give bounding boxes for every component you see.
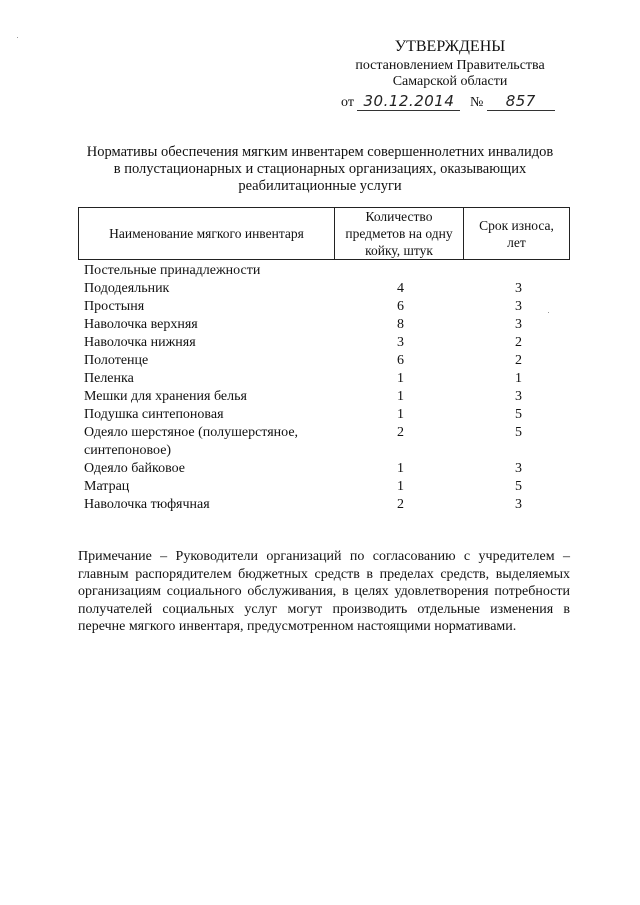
table-row [84,334,574,352]
item-quantity: 1 [397,407,404,422]
table-row [84,478,574,496]
table-row [84,370,574,388]
table-row [84,460,574,478]
item-wear-term: 5 [515,479,522,494]
item-quantity: 1 [397,389,404,404]
item-name: Матрац [84,479,130,494]
table-row [84,406,574,424]
section-label: Постельные принадлежности [84,263,261,278]
heading-line-2: в полустационарных и стационарных организациях, оказывающих [113,161,527,177]
approval-block [330,38,570,90]
header-quantity-text: Количество предметов на одну койку, штук [345,209,453,258]
item-quantity: 2 [397,425,404,440]
item-wear-term: 3 [515,299,522,314]
item-name: Пеленка [84,371,134,386]
item-wear-term: 1 [515,371,522,386]
header-wear-term [464,208,569,259]
header-item-name: Наименование мягкого инвентаря [79,208,335,259]
item-name: Одеяло байковое [84,461,186,476]
item-quantity: 6 [397,299,404,314]
note-paragraph: Примечание – Руководители организаций по согласованию с учредителем – главным распорядителем бюджетных средств в пределах средств, выделяемых организациям социального обслуживания, в целях удовлетворения потребности получателей социальных услуг могут производить отдельные изменения в перечне мягкого инвентаря, предусмотренном настоящими нормативами. [78,549,570,635]
scan-speck [17,37,18,38]
heading-line-1: Нормативы обеспечения мягким инвентарем совершеннолетних инвалидов [86,144,554,160]
item-quantity: 8 [397,317,404,332]
date-prefix: от [341,95,354,110]
scan-speck [548,312,549,313]
approval-line-1: постановлением Правительства [355,58,545,73]
number-prefix: № [469,95,484,110]
table-row [84,496,574,514]
item-name: Пододеяльник [84,281,170,296]
item-name: Наволочка тюфячная [84,497,210,512]
item-name: Простыня [84,299,145,314]
table-header [78,207,570,260]
handwritten-date: 30.12.2014 [357,92,460,111]
item-quantity: 6 [397,353,404,368]
table-section-row [84,262,574,280]
table-row [84,352,574,370]
item-quantity: 2 [397,497,404,512]
item-wear-term: 3 [515,389,522,404]
item-name: Полотенце [84,353,149,368]
item-name: Одеяло шерстяное (полушерстяное, синтепоновое) [84,425,299,458]
item-quantity: 1 [397,479,404,494]
table-row [84,280,574,298]
item-wear-term: 5 [515,407,522,422]
item-name: Мешки для хранения белья [84,389,247,404]
heading-line-3: реабилитационные услуги [238,178,402,194]
document-heading [66,144,574,195]
table-row [84,388,574,406]
item-wear-term: 3 [515,317,522,332]
item-quantity: 1 [397,371,404,386]
item-wear-term: 2 [515,335,522,350]
header-wear-term-text: Срок износа, лет [479,217,554,250]
table-row [84,316,574,334]
item-wear-term: 5 [515,425,522,440]
item-name: Подушка синтепоновая [84,407,224,422]
item-wear-term: 3 [515,497,522,512]
table-row [84,298,574,316]
approval-date-line [341,92,555,112]
item-wear-term: 2 [515,353,522,368]
item-quantity: 4 [397,281,404,296]
item-wear-term: 3 [515,461,522,476]
table-row [84,424,574,460]
handwritten-number: 857 [487,92,555,111]
item-wear-term: 3 [515,281,522,296]
item-quantity: 3 [397,335,404,350]
approval-line-2: Самарской области [392,74,508,89]
item-name: Наволочка нижняя [84,335,196,350]
header-quantity [335,208,464,259]
approval-title: УТВЕРЖДЕНЫ [394,38,506,55]
item-name: Наволочка верхняя [84,317,198,332]
item-quantity: 1 [397,461,404,476]
table-body [84,262,574,514]
